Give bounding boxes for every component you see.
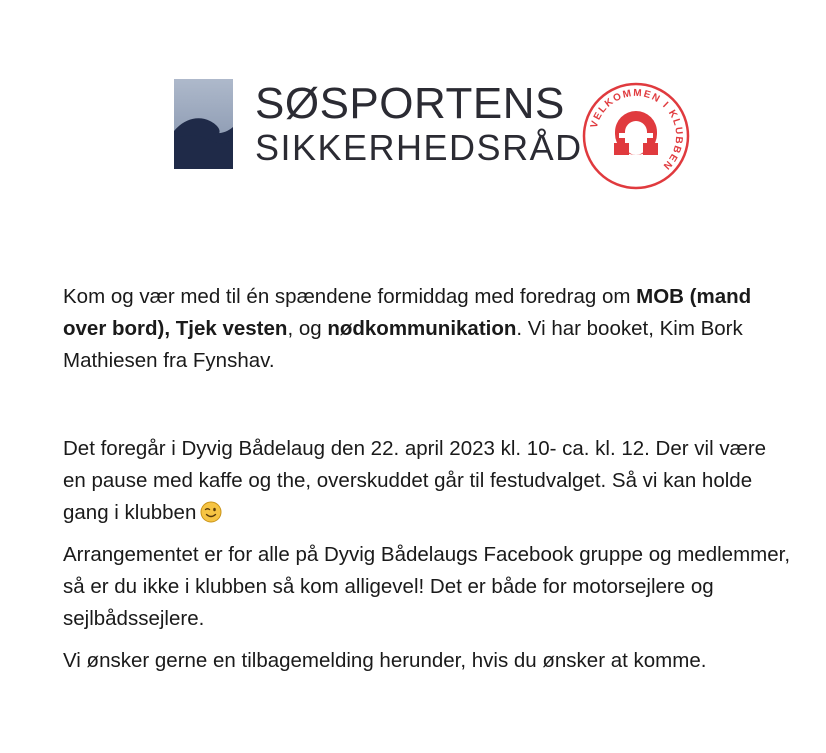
seal-text: VELKOMMEN I KLUBBEN <box>588 87 685 173</box>
rsvp-paragraph: Vi ønsker gerne en tilbagemelding herunder, hvis du ønsker at komme. <box>63 649 707 672</box>
intro-paragraph <box>63 281 793 377</box>
intro-text-2: , og <box>287 317 328 340</box>
intro-text-3: . Vi har booket, Kim Bork Mathiesen fra Fynshav. <box>63 317 743 372</box>
lifebuoy-seal-icon <box>581 81 691 191</box>
schedule-paragraph <box>63 433 793 529</box>
brand-logo <box>174 79 583 169</box>
audience-paragraph: Arrangementet er for alle på Dyvig Bådelaugs Facebook gruppe og medlemmer, så er du ikke i klubben så kom alligevel! Det er både for motorsejlere og sejlbådssejlere. <box>63 543 791 630</box>
intro-bold-topics: MOB (mand over bord), Tjek vesten <box>63 285 752 340</box>
intro-bold-nodkommunikation: nødkommunikation <box>327 317 517 340</box>
wave-logo-icon <box>174 79 233 169</box>
brand-name-line1: SØSPORTENS <box>255 79 565 128</box>
intro-text-1: Kom og vær med til én spændene formiddag med foredrag om <box>63 285 637 308</box>
winking-face-icon <box>200 501 222 523</box>
event-description <box>63 281 793 677</box>
brand-name-line2: SIKKERHEDSRÅD <box>255 127 583 168</box>
schedule-text: Det foregår i Dyvig Bådelaug den 22. april 2023 kl. 10- ca. kl. 12. Der vil være en pause med kaffe og the, overskuddet går til festudvalget. Så vi kan holde gang i klubben <box>63 437 767 524</box>
